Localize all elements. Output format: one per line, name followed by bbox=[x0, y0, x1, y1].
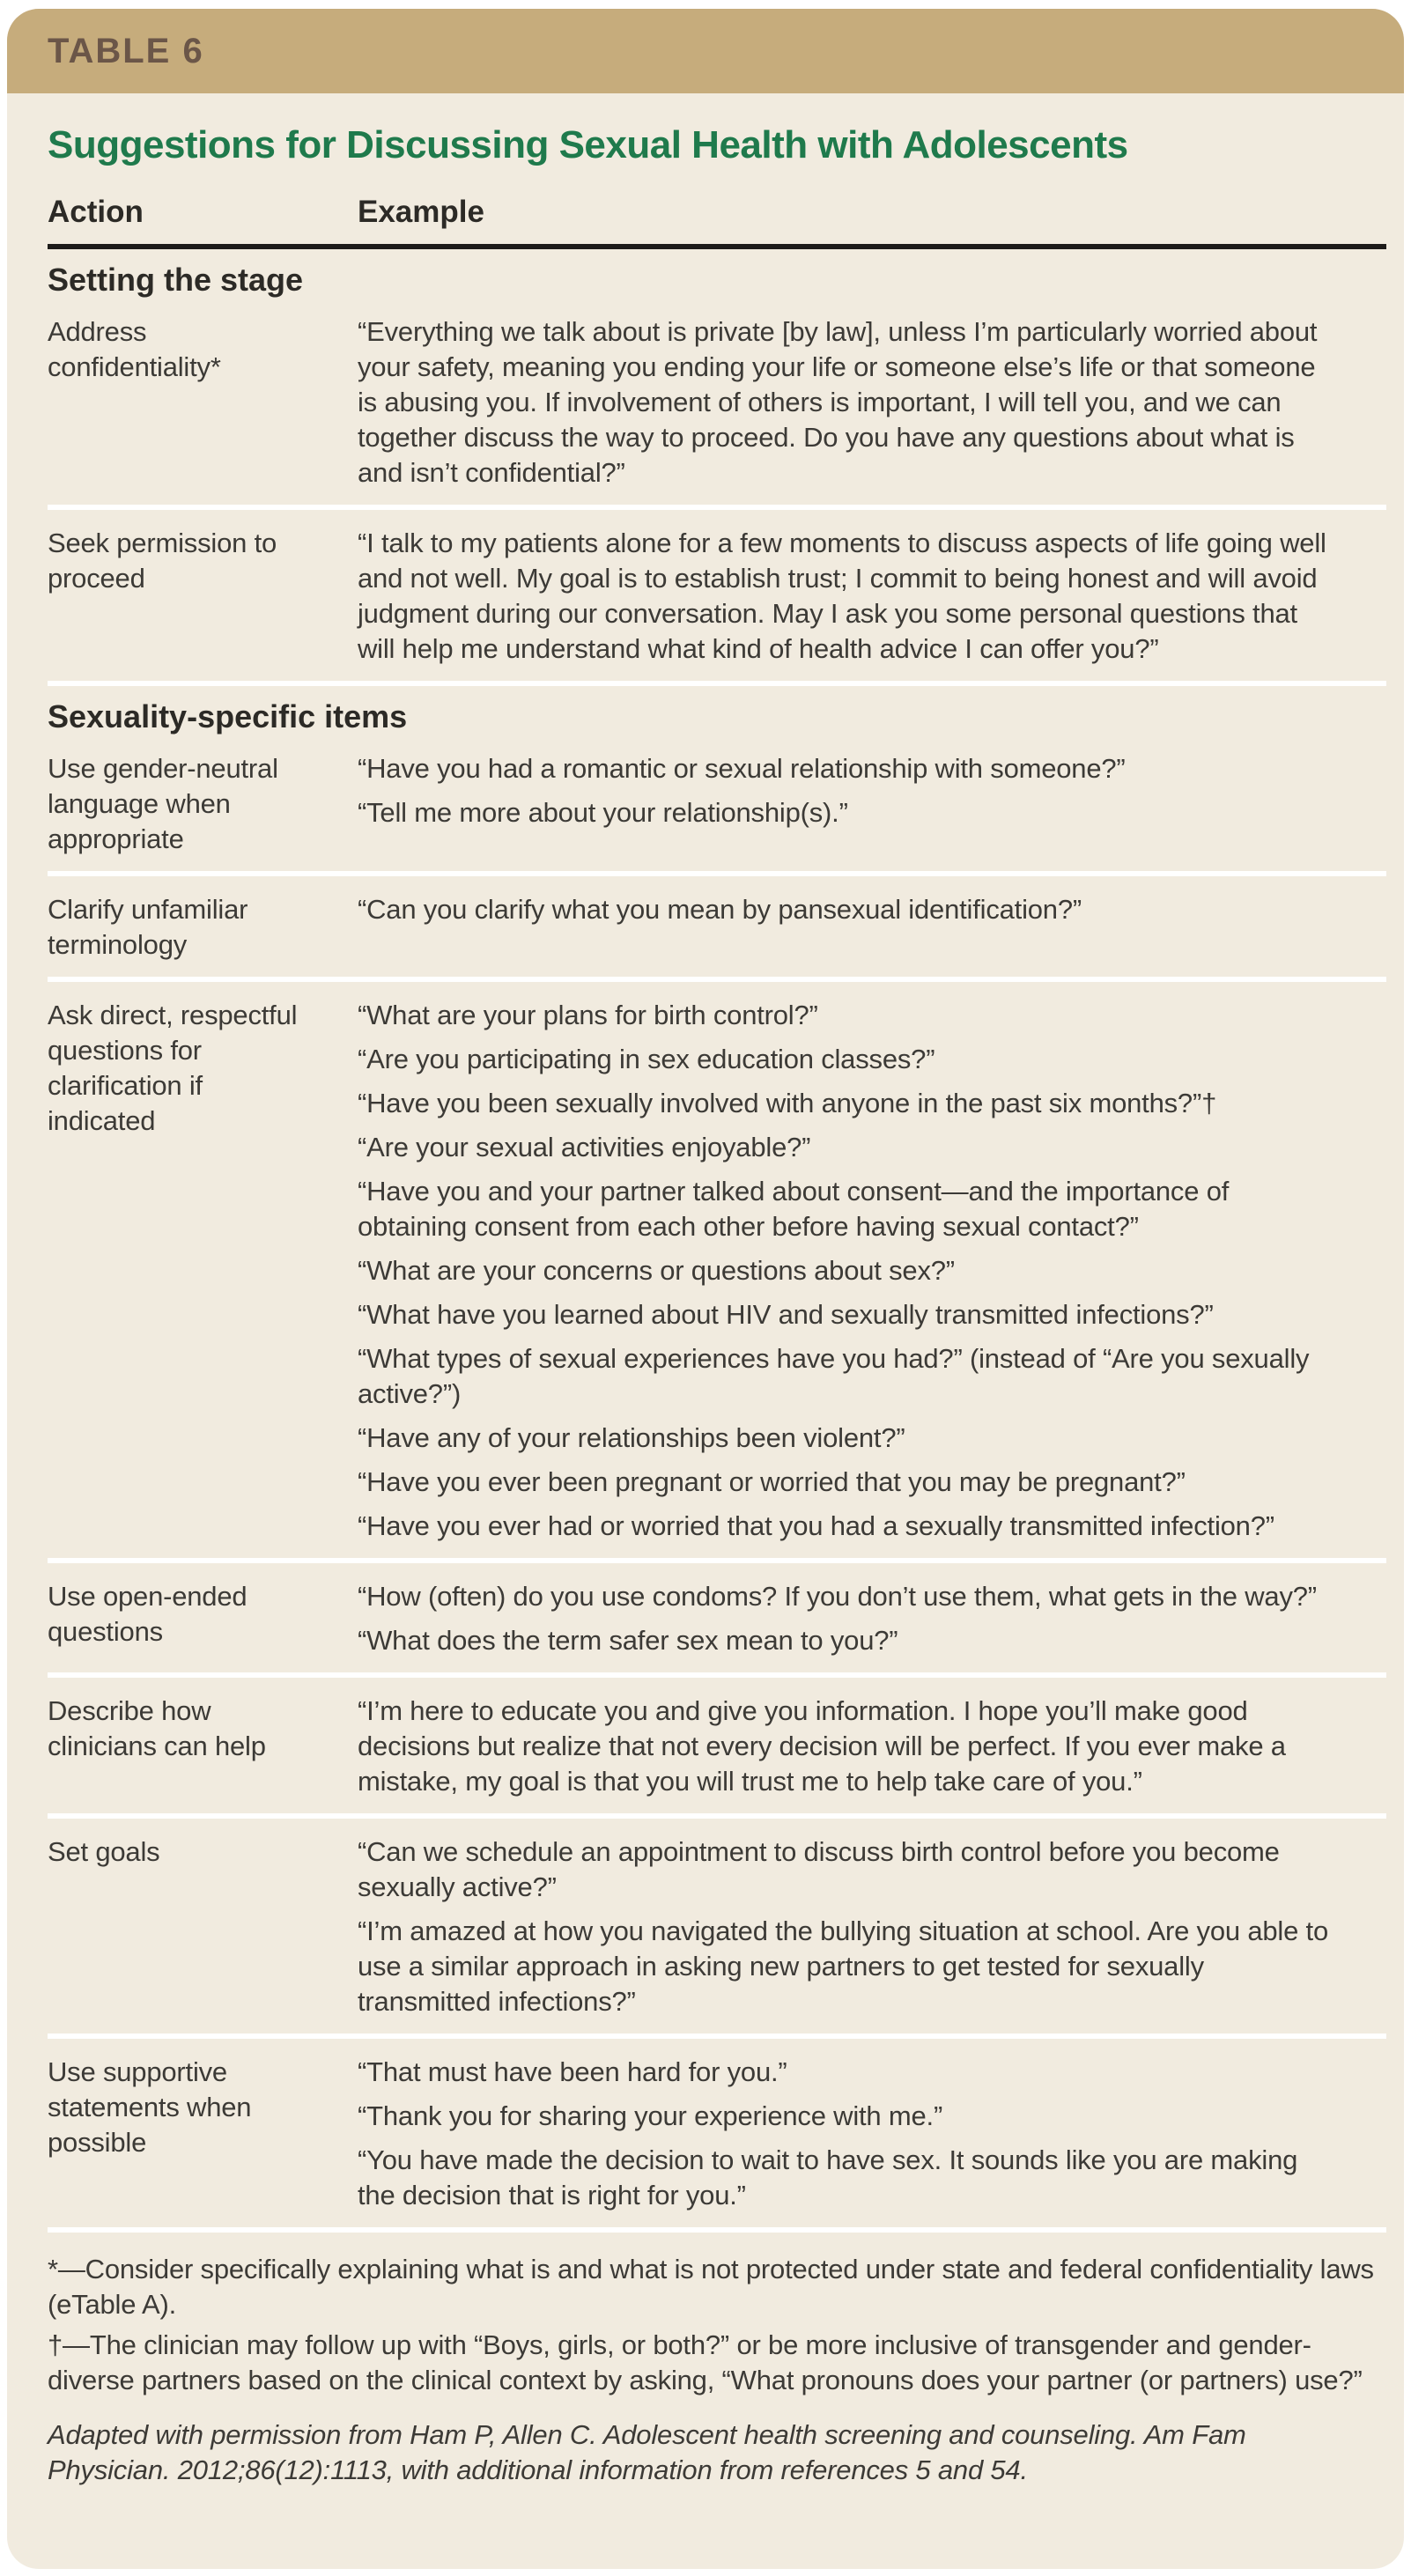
section-rows bbox=[48, 299, 1386, 686]
example-cell bbox=[358, 1694, 1386, 1799]
action-cell: Describe how clinicians can help bbox=[48, 1694, 266, 1761]
table-row bbox=[48, 2039, 1386, 2233]
table-tag: TABLE 6 bbox=[48, 31, 204, 70]
action-cell: Set goals bbox=[48, 1835, 160, 1867]
table-row bbox=[48, 299, 1386, 510]
example-quote: “What are your concerns or questions about sex?” bbox=[358, 1254, 955, 1286]
table-section bbox=[48, 686, 1386, 2233]
example-quote: “What does the term safer sex mean to you?” bbox=[358, 1624, 898, 1656]
footnotes bbox=[48, 2252, 1386, 2398]
example-quote: “Can we schedule an appointment to discuss birth control before you become sexually active?” bbox=[358, 1835, 1280, 1902]
example-cell bbox=[358, 1579, 1386, 1658]
example-quote: “You have made the decision to wait to have sex. It sounds like you are making the decision that is right for you.” bbox=[358, 2144, 1298, 2211]
example-quote: “Have you been sexually involved with anyone in the past six months?”† bbox=[358, 1087, 1217, 1118]
example-quote: “What are your plans for birth control?” bbox=[358, 999, 818, 1030]
example-cell bbox=[358, 998, 1386, 1544]
example-quote: “Have you ever been pregnant or worried that you may be pregnant?” bbox=[358, 1465, 1186, 1497]
example-cell bbox=[358, 892, 1386, 963]
table-row bbox=[48, 1563, 1386, 1678]
column-headers bbox=[48, 195, 1386, 230]
example-quote: “Have any of your relationships been violent?” bbox=[358, 1421, 905, 1453]
table-card bbox=[7, 9, 1404, 2569]
example-quote: “Have you and your partner talked about consent—and the importance of obtaining consent from each other before having sexual contact?” bbox=[358, 1175, 1230, 1242]
example-quote: “Have you ever had or worried that you had a sexually transmitted infection?” bbox=[358, 1509, 1274, 1541]
example-quote: “I talk to my patients alone for a few moments to discuss aspects of life going well and not well. My goal is to establish trust; I commit to being honest and will avoid judgment during our conversation. May I ask you some personal questions that will help me understand what kind of health advice I can offer you?” bbox=[358, 527, 1326, 664]
action-cell: Use supportive statements when possible bbox=[48, 2056, 252, 2158]
section-rows bbox=[48, 735, 1386, 2233]
table-section bbox=[48, 249, 1386, 686]
table-row bbox=[48, 982, 1386, 1563]
footnote: †—The clinician may follow up with “Boys, girls, or both?” or be more inclusive of transgender and gender-diverse partners based on the clinical context by asking, “What pronouns does your partner (or partners) use?” bbox=[48, 2329, 1363, 2395]
example-quote: “Thank you for sharing your experience with me.” bbox=[358, 2100, 943, 2131]
action-cell: Seek permission to proceed bbox=[48, 527, 277, 594]
table-content bbox=[7, 93, 1404, 2513]
table-tag-bar bbox=[7, 9, 1404, 93]
example-quote: “Can you clarify what you mean by pansexual identification?” bbox=[358, 893, 1082, 925]
action-cell: Use open-ended questions bbox=[48, 1580, 247, 1647]
example-quote: “I’m amazed at how you navigated the bullying situation at school. Are you able to use a similar approach in asking new partners to get tested for sexually transmitted infections?” bbox=[358, 1915, 1328, 2017]
example-quote: “Are you participating in sex education classes?” bbox=[358, 1043, 935, 1074]
example-cell bbox=[358, 314, 1386, 491]
table-row bbox=[48, 510, 1386, 686]
action-cell: Use gender-neutral language when appropriate bbox=[48, 752, 278, 854]
table-row bbox=[48, 1678, 1386, 1819]
attribution: Adapted with permission from Ham P, Allen C. Adolescent health screening and counseling. Am Fam Physician. 2012;86(12):1113, with additional information from references 5 and 54. bbox=[48, 2418, 1246, 2485]
footnote: *—Consider specifically explaining what is and what is not protected under state and federal confidentiality laws (eTable A). bbox=[48, 2253, 1374, 2320]
example-cell bbox=[358, 2055, 1386, 2213]
section-heading: Sexuality-specific items bbox=[48, 698, 408, 734]
column-header-action: Action bbox=[48, 194, 144, 229]
column-header-example: Example bbox=[358, 194, 484, 229]
table-body bbox=[48, 249, 1386, 2233]
example-quote: “That must have been hard for you.” bbox=[358, 2056, 787, 2087]
example-cell bbox=[358, 1834, 1386, 2019]
example-cell bbox=[358, 526, 1386, 667]
example-quote: “I’m here to educate you and give you information. I hope you’ll make good decisions but realize that not every decision will be perfect. If you ever make a mistake, my goal is that you will trust me to help take care of you.” bbox=[358, 1694, 1286, 1797]
example-quote: “What have you learned about HIV and sexually transmitted infections?” bbox=[358, 1298, 1214, 1330]
table-row bbox=[48, 735, 1386, 876]
action-cell: Address confidentiality* bbox=[48, 315, 221, 382]
table-row bbox=[48, 1819, 1386, 2039]
table-title: Suggestions for Discussing Sexual Health with Adolescents bbox=[48, 123, 1128, 166]
action-cell: Ask direct, respectful questions for clarification if indicated bbox=[48, 999, 298, 1136]
example-quote: “Are your sexual activities enjoyable?” bbox=[358, 1131, 811, 1163]
example-quote: “Tell me more about your relationship(s).” bbox=[358, 796, 848, 828]
example-cell bbox=[358, 751, 1386, 857]
example-quote: “What types of sexual experiences have you had?” (instead of “Are you sexually active?”) bbox=[358, 1342, 1310, 1409]
example-quote: “Have you had a romantic or sexual relationship with someone?” bbox=[358, 752, 1126, 784]
table-row bbox=[48, 876, 1386, 982]
example-quote: “How (often) do you use condoms? If you don’t use them, what gets in the way?” bbox=[358, 1580, 1317, 1612]
section-heading: Setting the stage bbox=[48, 261, 304, 298]
action-cell: Clarify unfamiliar terminology bbox=[48, 893, 248, 960]
example-quote: “Everything we talk about is private [by law], unless I’m particularly worried about your safety, meaning you ending your life or someone else’s life or that someone is abusing you. If involvement of others is important, I will tell you, and we can together discuss the way to proceed. Do you have any questions about what is and isn’t confidential?” bbox=[358, 315, 1318, 488]
